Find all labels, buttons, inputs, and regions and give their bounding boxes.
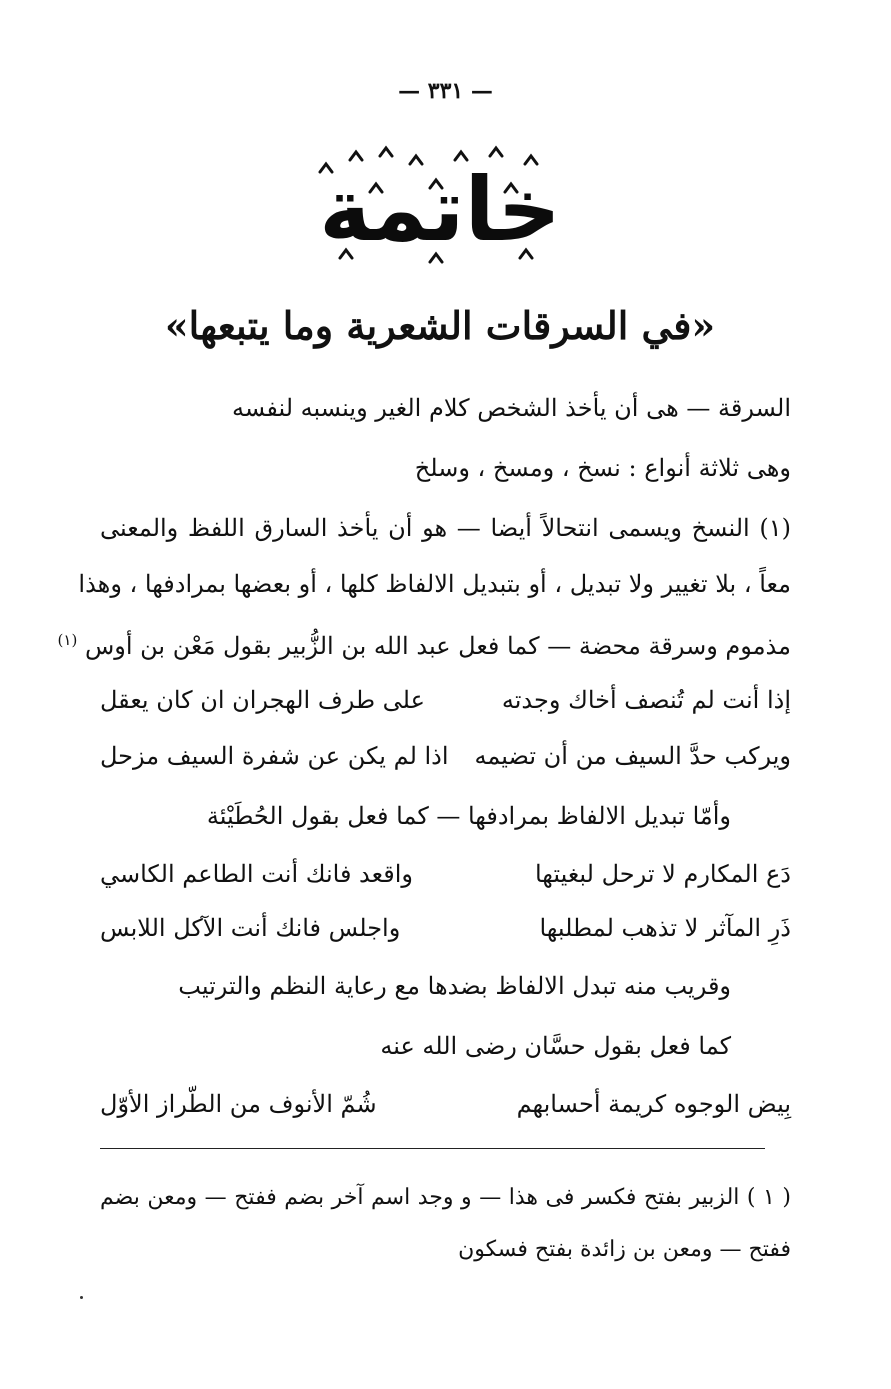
chapter-title: خاتمة	[319, 158, 561, 261]
body-line: وهى ثلاثة أنواع : نسخ ، ومسخ ، وسلخ	[414, 454, 791, 482]
body-line: كما فعل بقول حسَّان رضى الله عنه	[380, 1032, 731, 1060]
body-line: (١) النسخ ويسمى انتحالاً أيضا — هو أن يأخذ السارق اللفظ والمعنى	[100, 514, 791, 542]
verse-hemistich-second: اذا لم يكن عن شفرة السيف مزحل	[100, 742, 449, 770]
body-line-text: مذموم وسرقة محضة — كما فعل عبد الله بن الزُّبير بقول مَعْن بن أوس	[84, 632, 791, 660]
footnote-line: ففتح — ومعن بن زائدة بفتح فسكون	[458, 1237, 791, 1262]
verse-line	[100, 854, 791, 894]
verse-line	[100, 908, 791, 948]
footnote-reference: (١)	[57, 631, 78, 649]
verse-hemistich-first: دَع المكارم لا ترحل لبغيتها	[534, 860, 791, 888]
body-line: وقريب منه تبدل الالفاظ بضدها مع رعاية النظم والترتيب	[178, 972, 731, 1000]
verse-hemistich-second: شُمّ الأنوف من الطّراز الأوّل	[100, 1090, 377, 1118]
verse-hemistich-first: ذَرِ المآثر لا تذهب لمطلبها	[539, 914, 791, 942]
verse-line	[100, 736, 791, 776]
page-number: — ٣٣١ —	[398, 78, 493, 104]
body-line: وأمّا تبديل الالفاظ بمرادفها — كما فعل بقول الحُطَيْئة	[206, 802, 731, 830]
verse-line	[100, 1084, 791, 1124]
verse-line	[100, 680, 791, 720]
body-line: السرقة — هى أن يأخذ الشخص كلام الغير وينسبه لنفسه	[232, 394, 791, 422]
verse-hemistich-first: ويركب حدَّ السيف من أن تضيمه	[474, 742, 791, 770]
chapter-subtitle: «في السرقات الشعرية وما يتبعها»	[164, 303, 716, 348]
paper-speck	[80, 1296, 83, 1299]
verse-hemistich-first: بِيض الوجوه كريمة أحسابهم	[516, 1090, 791, 1118]
body-line: معاً ، بلا تغيير ولا تبديل ، أو بتبديل الالفاظ كلها ، أو بعضها بمرادفها ، وهذا	[78, 570, 791, 598]
body-line	[58, 620, 791, 666]
footnote-line: ( ١ ) الزبير بفتح فكسر فى هذا — و وجد اسم آخر بضم ففتح — ومعن بضم	[100, 1185, 791, 1210]
footnote-divider	[100, 1148, 765, 1149]
verse-hemistich-first: إذا أنت لم تُنصف أخاك وجدته	[501, 686, 791, 714]
verse-hemistich-second: واقعد فانك أنت الطاعم الكاسي	[100, 860, 413, 888]
verse-hemistich-second: على طرف الهجران ان كان يعقل	[100, 686, 425, 714]
verse-hemistich-second: واجلس فانك أنت الآكل اللابس	[100, 914, 401, 942]
